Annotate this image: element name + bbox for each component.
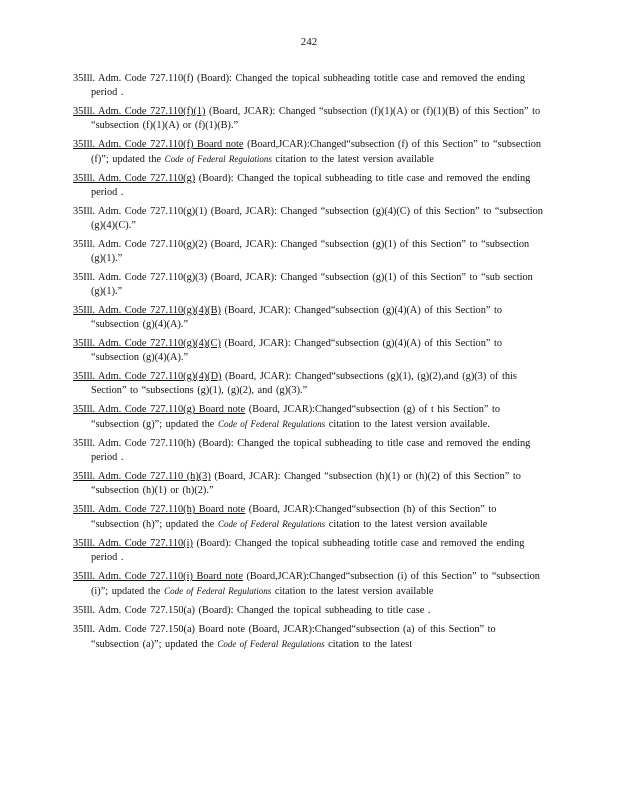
amendment-entry bbox=[73, 72, 543, 100]
amendment-entry bbox=[73, 304, 543, 332]
amendment-entry bbox=[73, 370, 543, 398]
amendment-entry bbox=[73, 271, 543, 299]
code-reference: 35Ill. Adm. Code 727.150(a) bbox=[73, 605, 195, 616]
amendment-entry bbox=[73, 437, 543, 465]
amendment-entry bbox=[73, 503, 543, 532]
amendment-entry bbox=[73, 570, 543, 599]
amendment-text: (Board): Changed the topical subheading to title case and removed the ending period . bbox=[91, 438, 531, 463]
code-reference: 35Ill. Adm. Code 727.110(g)(4)(D) bbox=[73, 371, 222, 382]
amendment-entry bbox=[73, 238, 543, 266]
amendment-entry bbox=[73, 537, 543, 565]
code-reference: 35Ill. Adm. Code 727.110(g) Board note bbox=[73, 404, 246, 415]
amendment-entry bbox=[73, 205, 543, 233]
cfr-citation: Code of Federal Regulations bbox=[164, 586, 272, 596]
amendment-text: (Board, JCAR):Changed“subsection (h) of this Section” to “subsection (h)”; updated the bbox=[91, 504, 497, 530]
code-reference: 35Ill. Adm. Code 727.110(f) bbox=[73, 73, 194, 84]
cfr-citation: Code of Federal Regulations bbox=[217, 639, 325, 649]
code-reference: 35Ill. Adm. Code 727.110(g)(4)(C) bbox=[73, 338, 221, 349]
amendment-text-tail: citation to the latest version available bbox=[271, 154, 434, 165]
code-reference: 35Ill. Adm. Code 727.110(g)(1) bbox=[73, 206, 208, 217]
cfr-citation: Code of Federal Regulations bbox=[217, 419, 326, 429]
code-reference: 35Ill. Adm. Code 727.110(f)(1) bbox=[73, 106, 206, 117]
amendment-entry bbox=[73, 470, 543, 498]
amendment-text: (Board, JCAR): Changed “subsection (g)(1) of this Section” to “sub section (g)(1).” bbox=[91, 272, 533, 297]
code-reference: 35Ill. Adm. Code 727.110(g)(3) bbox=[73, 272, 208, 283]
code-reference: 35Ill. Adm. Code 727.110(i) Board note bbox=[73, 571, 243, 582]
code-reference: 35Ill. Adm. Code 727.110(g)(4)(B) bbox=[73, 305, 221, 316]
code-reference: 35Ill. Adm. Code 727.110 (h)(3) bbox=[73, 471, 211, 482]
amendment-text: (Board, JCAR): Changed “subsection (h)(1) or (h)(2) of this Section” to “subsection (h)(1) or (h)(2).” bbox=[91, 471, 521, 496]
amendment-text: (Board, JCAR): Changed“subsection (g)(4)(A) of this Section” to “subsection (g)(4)(A).” bbox=[91, 305, 503, 330]
page-number: 242 bbox=[300, 36, 318, 48]
cfr-citation: Code of Federal Regulations bbox=[217, 519, 326, 529]
amendment-text: (Board, JCAR):Changed“subsection (a) of this Section” to “subsection (a)”; updated the bbox=[91, 624, 496, 650]
amendment-entry bbox=[73, 138, 543, 167]
code-reference: 35Ill. Adm. Code 727.110(g)(2) bbox=[73, 239, 208, 250]
amendment-text-tail: citation to the latest bbox=[324, 639, 413, 650]
amendment-text-tail: citation to the latest version available bbox=[325, 519, 488, 530]
code-reference: 35Ill. Adm. Code 727.110(h) Board note bbox=[73, 504, 246, 515]
amendment-text: (Board, JCAR): Changed“subsections (g)(1), (g)(2),and (g)(3) of this Section” to “subsections (g)(1), (g)(2), and (g)(3).” bbox=[91, 371, 517, 396]
code-reference: 35Ill. Adm. Code 727.110(g) bbox=[73, 173, 196, 184]
amendment-text: (Board,JCAR):Changed“subsection (f) of this Section” to “subsection (f)”; updated the bbox=[91, 139, 542, 165]
amendment-text: (Board): Changed the topical subheading to title case . bbox=[194, 605, 431, 616]
amendment-text: (Board, JCAR): Changed “subsection (g)(4)(C) of this Section” to “subsection (g)(4)(C).” bbox=[91, 206, 543, 231]
amendment-entry bbox=[73, 337, 543, 365]
amendment-list bbox=[73, 72, 543, 657]
amendment-text: (Board): Changed the topical subheading to title case and removed the ending period . bbox=[91, 173, 531, 198]
code-reference: 35Ill. Adm. Code 727.110(f) Board note bbox=[73, 139, 244, 150]
code-reference: 35Ill. Adm. Code 727.150(a) Board note bbox=[73, 624, 246, 635]
amendment-entry bbox=[73, 604, 543, 618]
amendment-text: (Board): Changed the topical subheading totitle case and removed the ending period . bbox=[91, 73, 525, 98]
amendment-entry bbox=[73, 403, 543, 432]
amendment-text-tail: citation to the latest version available bbox=[271, 586, 434, 597]
amendment-entry bbox=[73, 172, 543, 200]
cfr-citation: Code of Federal Regulations bbox=[164, 154, 272, 164]
amendment-text: (Board, JCAR): Changed “subsection (g)(1) of this Section” to “subsection (g)(1).” bbox=[91, 239, 530, 264]
amendment-text: (Board,JCAR):Changed“subsection (i) of this Section” to “subsection (i)”; updated the bbox=[91, 571, 540, 597]
amendment-entry bbox=[73, 105, 543, 133]
code-reference: 35Ill. Adm. Code 727.110(h) bbox=[73, 438, 196, 449]
amendment-text: (Board, JCAR): Changed“subsection (g)(4)(A) of this Section” to “subsection (g)(4)(A).” bbox=[91, 338, 503, 363]
amendment-text-tail: citation to the latest version available. bbox=[325, 419, 490, 430]
amendment-text: (Board, JCAR): Changed “subsection (f)(1)(A) or (f)(1)(B) of this Section” to “subsection (f)(1)(A) or (f)(1)(B).” bbox=[91, 106, 541, 131]
amendment-text: (Board): Changed the topical subheading totitle case and removed the ending period . bbox=[91, 538, 525, 563]
code-reference: 35Ill. Adm. Code 727.110(i) bbox=[73, 538, 193, 549]
amendment-text: (Board, JCAR):Changed“subsection (g) of t his Section” to “subsection (g)”; updated the bbox=[91, 404, 501, 430]
amendment-entry bbox=[73, 623, 543, 652]
